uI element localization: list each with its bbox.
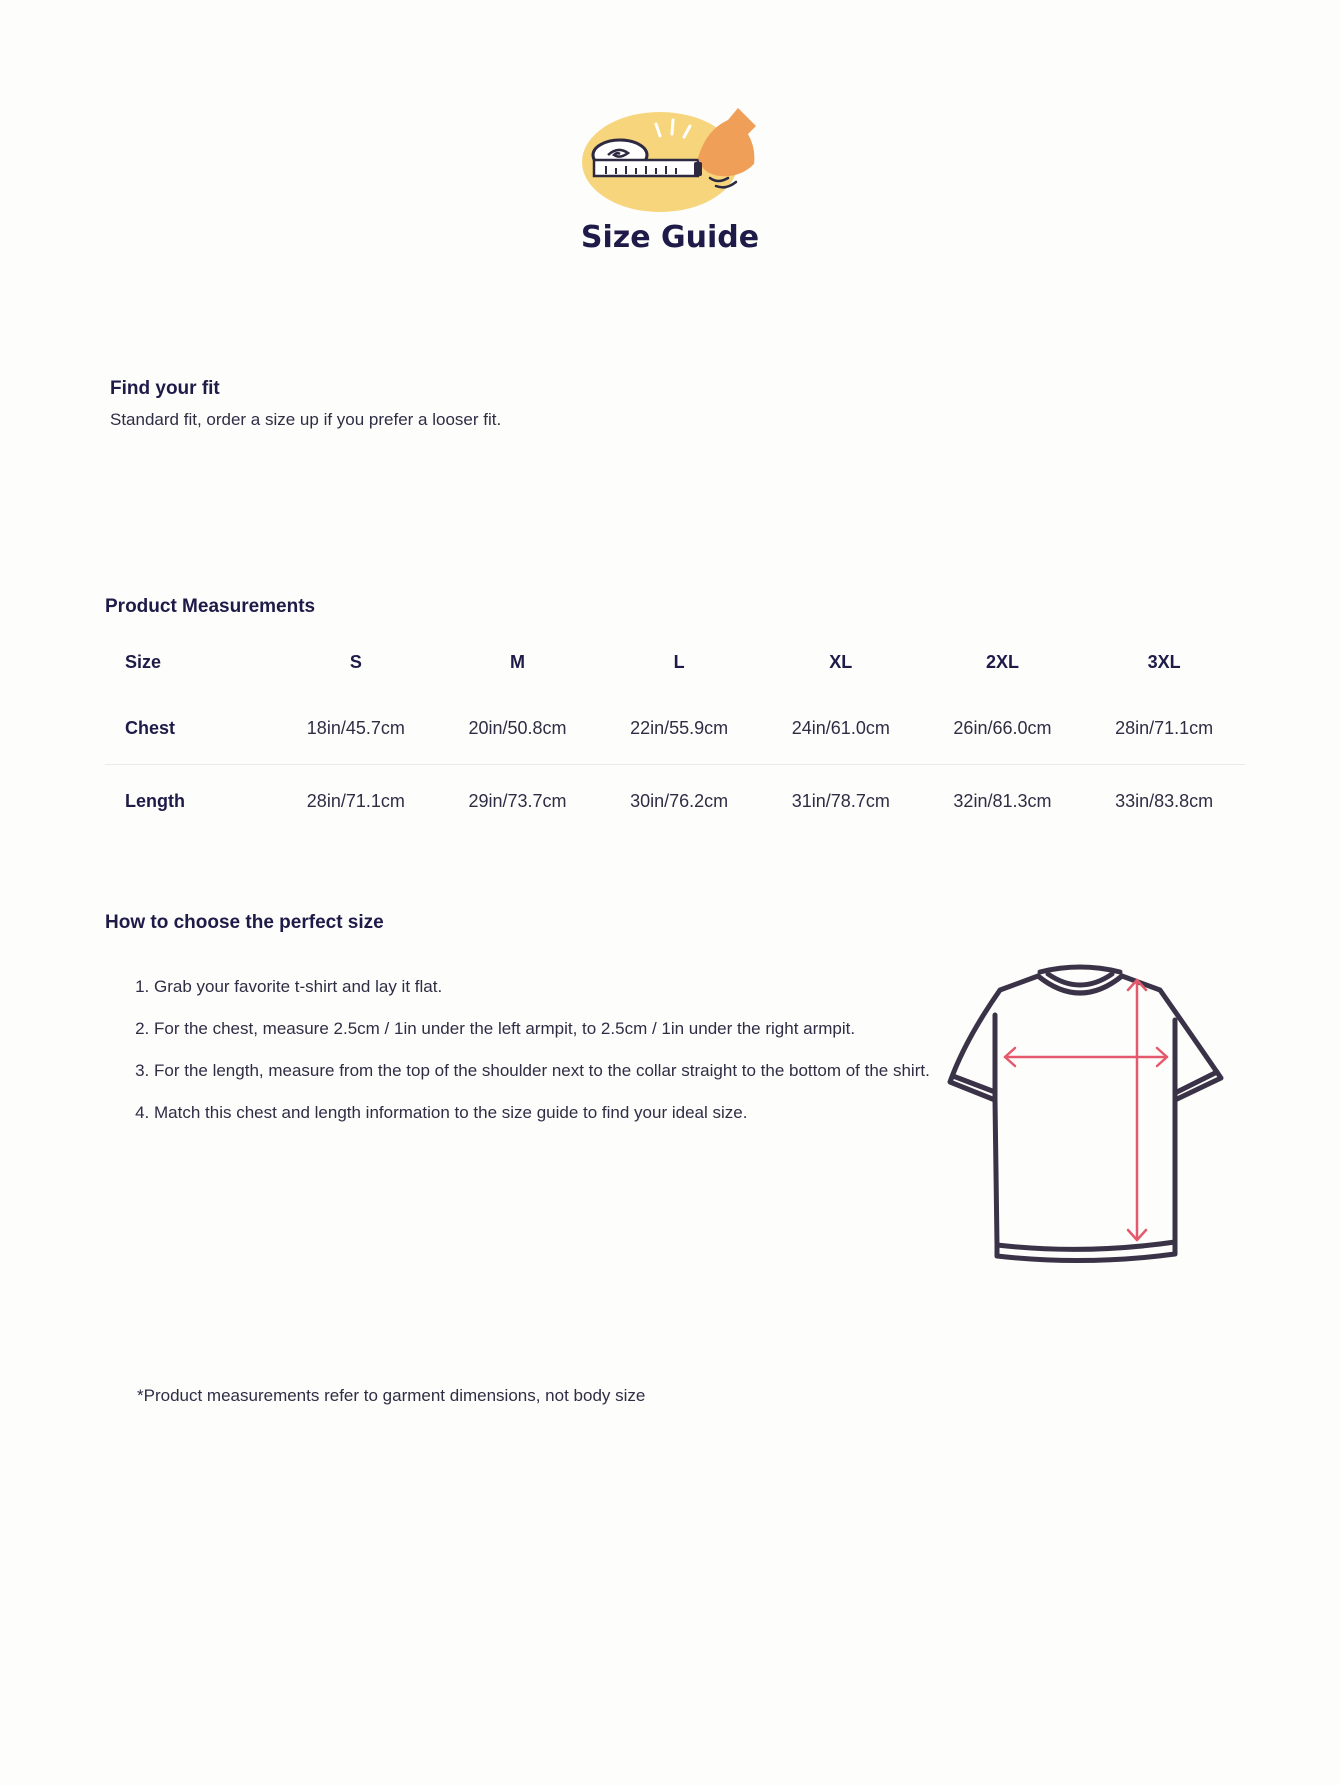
fit-heading: Find your fit [110, 378, 220, 399]
header [0, 100, 1340, 255]
list-item: 3. For the length, measure from the top of the shoulder next to the collar straight to the bottom of the shirt. [154, 1054, 964, 1087]
table-cell: 31in/78.7cm [791, 790, 890, 811]
table-cell: 33in/83.8cm [1115, 790, 1214, 811]
tshirt-measurement-icon [945, 960, 1225, 1270]
table-cell: 29in/73.7cm [468, 790, 567, 811]
table-header-row [105, 632, 1245, 692]
list-item: 4. Match this chest and length information to the size guide to find your ideal size. [154, 1096, 964, 1129]
table-cell: 28in/71.1cm [1083, 692, 1245, 765]
column-header: S [349, 651, 362, 672]
row-label: Length [125, 790, 185, 811]
column-header: XL [829, 651, 853, 672]
column-header: 3XL [1147, 651, 1181, 672]
fit-description: Standard fit, order a size up if you prefer a looser fit. [110, 410, 502, 429]
list-item: 2. For the chest, measure 2.5cm / 1in under the left armpit, to 2.5cm / 1in under the right armpit. [154, 1012, 964, 1045]
row-label: Chest [105, 692, 275, 765]
howto-section [105, 912, 384, 934]
column-header: L [673, 651, 685, 672]
tape-measure-icon [580, 100, 760, 212]
size-table [105, 632, 1245, 837]
howto-heading: How to choose the perfect size [105, 912, 384, 933]
column-header: Size [125, 651, 162, 672]
fit-section [110, 378, 501, 430]
table-cell: 22in/55.9cm [598, 692, 760, 765]
list-item: 1. Grab your favorite t-shirt and lay it flat. [154, 970, 964, 1003]
table-cell: 24in/61.0cm [760, 692, 922, 765]
measurements-section [105, 596, 1245, 837]
table-row [105, 692, 1245, 765]
measurements-heading: Product Measurements [105, 596, 316, 617]
column-header: 2XL [985, 651, 1019, 672]
page-title: Size Guide [580, 220, 760, 255]
column-header: M [509, 651, 525, 672]
table-cell: 32in/81.3cm [953, 790, 1052, 811]
table-cell: 28in/71.1cm [306, 790, 405, 811]
table-cell: 18in/45.7cm [275, 692, 437, 765]
table-cell: 26in/66.0cm [922, 692, 1084, 765]
table-cell: 20in/50.8cm [437, 692, 599, 765]
table-row [105, 765, 1245, 838]
footnote: *Product measurements refer to garment dimensions, not body size [137, 1386, 646, 1405]
table-cell: 30in/76.2cm [630, 790, 729, 811]
howto-steps [128, 970, 964, 1138]
